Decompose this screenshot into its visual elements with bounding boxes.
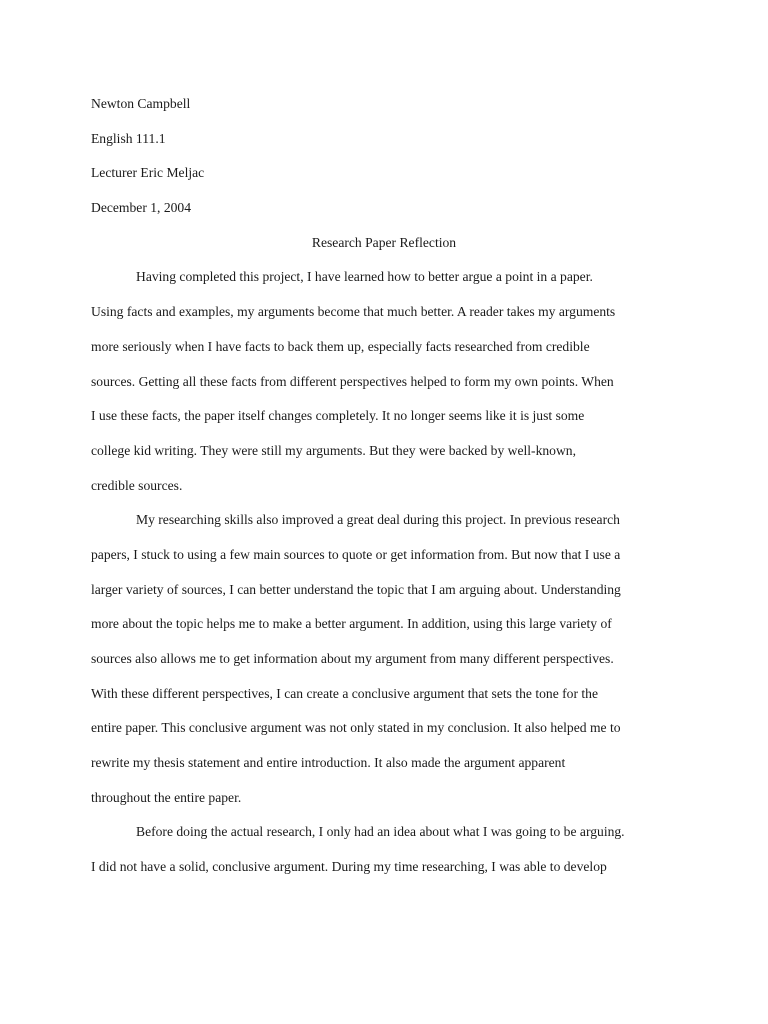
paragraph-line: sources. Getting all these facts from different perspectives helped to form my own points. When — [91, 373, 614, 389]
paragraph-line: sources also allows me to get information about my argument from many different perspectives. — [91, 651, 614, 666]
paragraph-line: Having completed this project, I have learned how to better argue a point in a paper. — [136, 269, 593, 285]
paragraph-line: more about the topic helps me to make a better argument. In addition, using this large variety of — [91, 616, 612, 632]
paragraph-line: more seriously when I have facts to back them up, especially facts researched from credible — [91, 338, 590, 354]
paragraph-line: My researching skills also improved a great deal during this project. In previous research — [136, 512, 620, 528]
paragraph-2 — [91, 503, 677, 815]
document-body — [91, 87, 677, 885]
paragraph-line: papers, I stuck to using a few main sources to quote or get information from. But now that I use a — [91, 546, 621, 562]
paragraph-line: Before doing the actual research, I only had an idea about what I was going to be arguing. — [136, 824, 625, 840]
paragraph-line: rewrite my thesis statement and entire introduction. It also made the argument apparent — [91, 755, 566, 771]
document-title: Research Paper Reflection — [311, 234, 457, 250]
author-name: Newton Campbell — [91, 96, 191, 111]
paragraph-line: Using facts and examples, my arguments become that much better. A reader takes my arguments — [91, 304, 616, 320]
paragraph-line: I use these facts, the paper itself changes completely. It no longer seems like it is just some — [91, 408, 585, 424]
paragraph-line: larger variety of sources, I can better understand the topic that I am arguing about. Understanding — [91, 581, 621, 597]
document-date: December 1, 2004 — [91, 200, 192, 216]
paragraph-line: college kid writing. They were still my arguments. But they were backed by well-known, — [91, 442, 576, 458]
instructor-name: Lecturer Eric Meljac — [91, 165, 205, 181]
paragraph-line: credible sources. — [91, 477, 183, 493]
paragraph-line: entire paper. This conclusive argument was not only stated in my conclusion. It also helped me to — [91, 720, 621, 736]
course-name: English 111.1 — [91, 130, 166, 146]
paragraph-1 — [91, 260, 677, 503]
paragraph-3 — [91, 815, 677, 884]
paragraph-line: throughout the entire paper. — [91, 789, 242, 805]
paragraph-line: With these different perspectives, I can create a conclusive argument that sets the tone for the — [91, 685, 599, 701]
paragraph-line: I did not have a solid, conclusive argument. During my time researching, I was able to develop — [91, 859, 607, 875]
